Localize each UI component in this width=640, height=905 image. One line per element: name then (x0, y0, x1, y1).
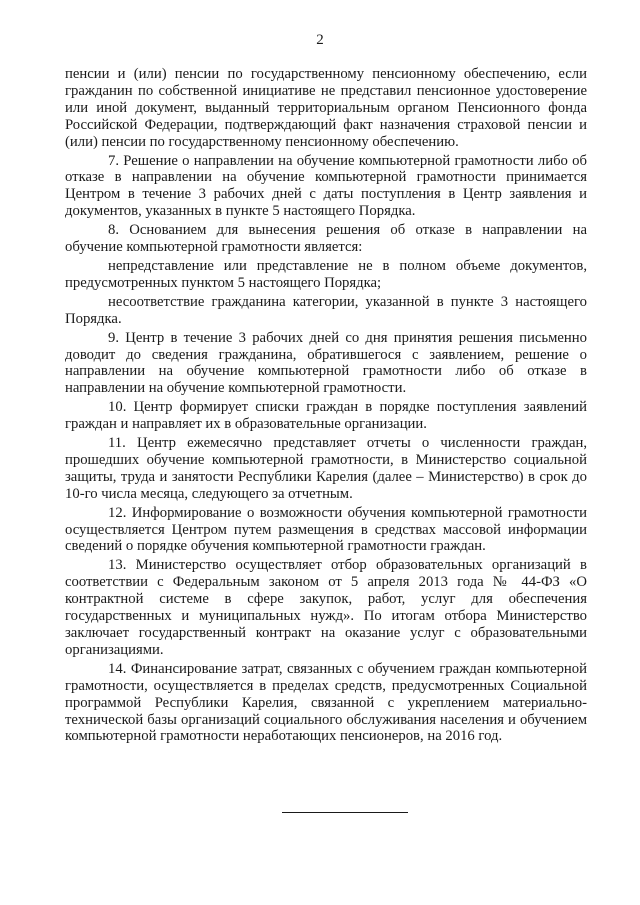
paragraph-8-item-2: несоответствие гражданина категории, указанной в пункте 3 настоящего Порядка. (65, 293, 587, 327)
paragraph-8: 8. Основанием для вынесения решения об отказе в направлении на обучение компьютерной грамотности является: (65, 222, 587, 256)
closing-rule (282, 812, 408, 813)
paragraph-12: 12. Информирование о возможности обучения компьютерной грамотности осуществляется Центром путем размещения в средствах массовой информации сведений о порядке обучения компьютерной грамотности граждан. (65, 504, 587, 555)
document-body (65, 66, 587, 745)
paragraph-14: 14. Финансирование затрат, связанных с обучением граждан компьютерной грамотности, осуществляется в пределах средств, предусмотренных Социальной программой Республики Карелия, связанной с укреплением материально-технической базы организаций социального обслуживания населения и обучением компьютерной грамотности неработающих пенсионеров, на 2016 год. (65, 660, 587, 745)
paragraph-8-item-1: непредставление или представление не в полном объеме документов, предусмотренных пунктом 5 настоящего Порядка; (65, 257, 587, 291)
paragraph-11: 11. Центр ежемесячно представляет отчеты о численности граждан, прошедших обучение компьютерной грамотности, в Министерство социальной защиты, труда и занятости Республики Карелия (далее – Министерство) в срок до 10-го числа месяца, следующего за отчетным. (65, 435, 587, 502)
paragraph-7: 7. Решение о направлении на обучение компьютерной грамотности либо об отказе в направлении на обучение компьютерной грамотности принимается Центром в течение 3 рабочих дней с даты поступления в Центр заявления и документов, указанных в пункте 5 настоящего Порядка. (65, 152, 587, 220)
paragraph-13: 13. Министерство осуществляет отбор образовательных организаций в соответствии с Федеральным законом от 5 апреля 2013 года № 44-ФЗ «О контрактной системе в сфере закупок, работ, услуг для обеспечения государственных и муниципальных нужд». По итогам отбора Министерство заключает государственный контракт на оказание услуг с образовательными организациями. (65, 557, 587, 658)
paragraph-continuation: пенсии и (или) пенсии по государственному пенсионному обеспечению, если гражданин по собственной инициативе не представил пенсионное удостоверение или иной документ, выданный территориальным органом Пенсионного фонда Российской Федерации, подтверждающий факт назначения страховой пенсии и (или) пенсии по государственному пенсионному обеспечению. (65, 66, 587, 150)
paragraph-9: 9. Центр в течение 3 рабочих дней со дня принятия решения письменно доводит до сведения гражданина, обратившегося с заявлением, решение о направлении на обучение компьютерной грамотности либо об отказе в направлении на обучение компьютерной грамотности. (65, 329, 587, 397)
paragraph-10: 10. Центр формирует списки граждан в порядке поступления заявлений граждан и направляет их в образовательные организации. (65, 399, 587, 433)
page-number: 2 (316, 32, 324, 48)
